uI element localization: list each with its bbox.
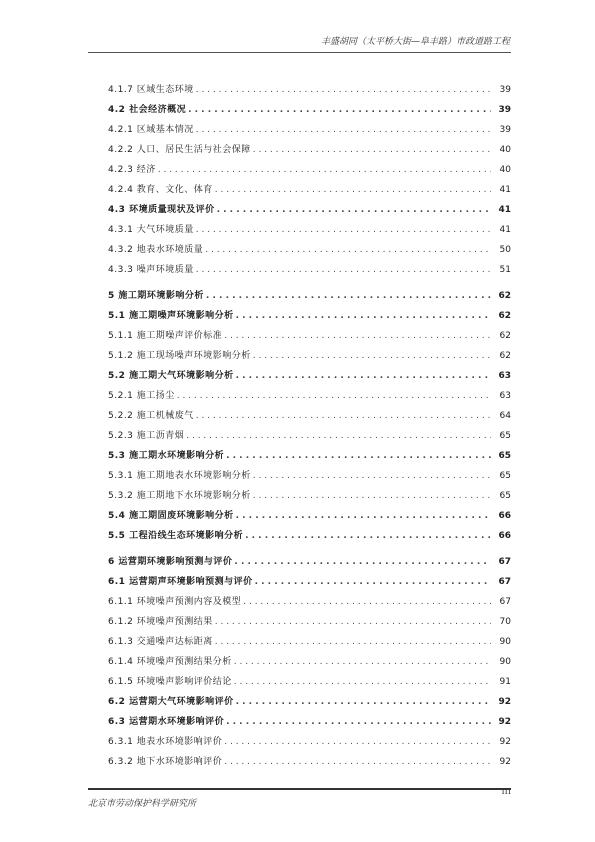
toc-dot-leader [224,757,491,768]
toc-dot-leader [236,311,491,322]
toc-entry[interactable] [108,628,511,648]
toc-entry-page: 62 [499,331,511,341]
header-rule [88,52,511,53]
toc-entry-page: 66 [498,531,511,541]
toc-dot-leader [217,205,491,216]
toc-entry[interactable] [108,302,511,322]
toc-entry[interactable] [108,748,511,768]
footer-organization: 北京市劳动保护科学研究所 [88,799,197,809]
toc-entry[interactable] [108,568,511,588]
toc-entry-title: 6.1 运营期声环境影响预测与评价 [108,577,253,587]
toc-entry-page: 64 [499,411,511,421]
toc-entry-title: 4.2.2 人口、居民生活与社会保障 [108,145,251,155]
toc-entry-page: 90 [499,657,511,667]
toc-entry[interactable] [108,282,511,302]
toc-entry[interactable] [108,236,511,256]
toc-entry-title: 4.2.3 经济 [108,165,156,175]
toc-dot-leader [215,617,491,628]
toc-entry-page: 91 [499,677,511,687]
toc-entry-page: 41 [499,225,511,235]
toc-entry-title: 5.1.2 施工现场噪声环境影响分析 [108,351,251,361]
toc-dot-leader [253,351,491,362]
footer-page-number: III [501,787,511,796]
toc-entry[interactable] [108,728,511,748]
toc-entry-title: 5.3.2 施工期地下水环境影响分析 [108,491,251,501]
toc-entry-page: 41 [499,185,511,195]
toc-dot-leader [253,491,491,502]
toc-entry-page: 39 [499,85,511,95]
toc-dot-leader [243,597,491,608]
toc-dot-leader [205,245,491,256]
toc-entry-title: 6.2 运营期大气环境影响评价 [108,697,234,707]
toc-dot-leader [224,331,491,342]
toc-entry-page: 50 [499,245,511,255]
toc-dot-leader [234,657,491,668]
toc-entry-title: 5.4 施工期固废环境影响分析 [108,511,234,521]
toc-dot-leader [188,105,491,116]
footer-rule [88,788,511,790]
toc-entry-page: 62 [498,311,511,321]
toc-entry[interactable] [108,708,511,728]
toc-entry-page: 92 [499,757,511,767]
toc-dot-leader [196,125,491,136]
toc-dot-leader [236,511,491,522]
toc-dot-leader [226,717,491,728]
toc-entry-page: 67 [498,577,511,587]
toc-dot-leader [255,577,491,588]
toc-entry-title: 4.3 环境质量现状及评价 [108,205,215,215]
toc-entry[interactable] [108,688,511,708]
toc-entry-page: 65 [499,431,511,441]
toc-entry-page: 67 [498,557,511,567]
toc-entry[interactable] [108,342,511,362]
toc-dot-leader [177,391,491,402]
toc-entry-title: 6.1.5 环境噪声影响评价结论 [108,677,232,687]
toc-entry[interactable] [108,462,511,482]
toc-entry-page: 65 [499,471,511,481]
toc-entry[interactable] [108,196,511,216]
toc-entry-title: 4.3.3 噪声环境质量 [108,265,194,275]
toc-entry[interactable] [108,442,511,462]
toc-entry-title: 5.3.1 施工期地表水环境影响分析 [108,471,251,481]
toc-entry[interactable] [108,422,511,442]
toc-entry[interactable] [108,256,511,276]
toc-entry[interactable] [108,522,511,542]
toc-entry[interactable] [108,382,511,402]
toc-entry-title: 6.3 运营期水环境影响评价 [108,717,225,727]
toc-entry-page: 41 [498,205,511,215]
toc-entry-title: 5.2.1 施工扬尘 [108,391,175,401]
toc-entry-title: 6.1.4 环境噪声预测结果分析 [108,657,232,667]
toc-entry-title: 5.2.2 施工机械废气 [108,411,194,421]
toc-entry-page: 39 [498,105,511,115]
toc-dot-leader [196,411,491,422]
toc-dot-leader [226,451,491,462]
toc-entry[interactable] [108,402,511,422]
toc-entry-page: 63 [498,371,511,381]
toc-entry[interactable] [108,648,511,668]
toc-entry-page: 40 [499,145,511,155]
toc-entry-title: 6.1.3 交通噪声达标距离 [108,637,213,647]
toc-entry[interactable] [108,322,511,342]
toc-entry-title: 6.3.1 地表水环境影响评价 [108,737,223,747]
toc-entry-title: 4.2.1 区域基本情况 [108,125,194,135]
toc-entry-title: 5.5 工程沿线生态环境影响分析 [108,531,244,541]
toc-entry-page: 70 [499,617,511,627]
toc-entry-title: 4.3.1 大气环境质量 [108,225,194,235]
toc-dot-leader [206,291,491,302]
toc-entry-page: 63 [499,391,511,401]
toc-entry[interactable] [108,482,511,502]
toc-entry-title: 5.3 施工期水环境影响分析 [108,451,225,461]
toc-entry-page: 67 [499,597,511,607]
toc-entry-title: 6 运营期环境影响预测与评价 [108,557,233,567]
toc-entry-page: 92 [498,697,511,707]
toc-dot-leader [158,165,491,176]
header-title: 丰盛胡同（太平桥大街—阜丰路）市政道路工程 [320,37,510,47]
toc-entry-page: 65 [499,491,511,501]
toc-dot-leader [196,225,491,236]
toc-entry[interactable] [108,608,511,628]
toc-entry-title: 6.1.1 环境噪声预测内容及模型 [108,597,242,607]
toc-dot-leader [253,145,491,156]
toc-dot-leader [234,557,491,568]
toc-dot-leader [245,531,491,542]
toc-dot-leader [215,637,491,648]
toc-dot-leader [234,677,491,688]
toc-entry-title: 4.2.4 教育、文化、体育 [108,185,213,195]
toc-entry-title: 4.2 社会经济概况 [108,105,187,115]
toc-entry-page: 66 [498,511,511,521]
toc-entry-title: 4.1.7 区域生态环境 [108,85,194,95]
toc-dot-leader [215,185,491,196]
toc-dot-leader [196,85,491,96]
toc-entry-page: 90 [499,637,511,647]
table-of-contents [108,76,511,768]
toc-entry[interactable] [108,116,511,136]
toc-entry[interactable] [108,176,511,196]
toc-entry[interactable] [108,588,511,608]
toc-dot-leader [253,471,491,482]
toc-entry-page: 65 [498,451,511,461]
toc-entry-page: 39 [499,125,511,135]
toc-entry-page: 92 [499,737,511,747]
toc-dot-leader [236,371,491,382]
toc-entry[interactable] [108,96,511,116]
toc-entry-page: 92 [498,717,511,727]
toc-entry[interactable] [108,76,511,96]
toc-entry-page: 62 [499,351,511,361]
toc-entry-title: 5.2 施工期大气环境影响分析 [108,371,234,381]
toc-entry[interactable] [108,156,511,176]
toc-dot-leader [236,697,491,708]
toc-entry-page: 62 [498,291,511,301]
toc-entry[interactable] [108,548,511,568]
toc-entry-title: 5.1 施工期噪声环境影响分析 [108,311,234,321]
toc-entry[interactable] [108,362,511,382]
toc-dot-leader [196,265,491,276]
toc-entry-title: 5.2.3 施工沥青烟 [108,431,185,441]
toc-entry-title: 4.3.2 地表水环境质量 [108,245,204,255]
toc-entry[interactable] [108,136,511,156]
toc-dot-leader [224,737,491,748]
toc-entry[interactable] [108,502,511,522]
toc-entry-title: 6.1.2 环境噪声预测结果 [108,617,213,627]
toc-entry-title: 6.3.2 地下水环境影响评价 [108,757,223,767]
toc-dot-leader [186,431,491,442]
toc-entry[interactable] [108,216,511,236]
toc-entry-page: 51 [499,265,511,275]
toc-entry[interactable] [108,668,511,688]
toc-entry-title: 5 施工期环境影响分析 [108,291,204,301]
toc-entry-page: 40 [499,165,511,175]
toc-entry-title: 5.1.1 施工期噪声评价标准 [108,331,223,341]
